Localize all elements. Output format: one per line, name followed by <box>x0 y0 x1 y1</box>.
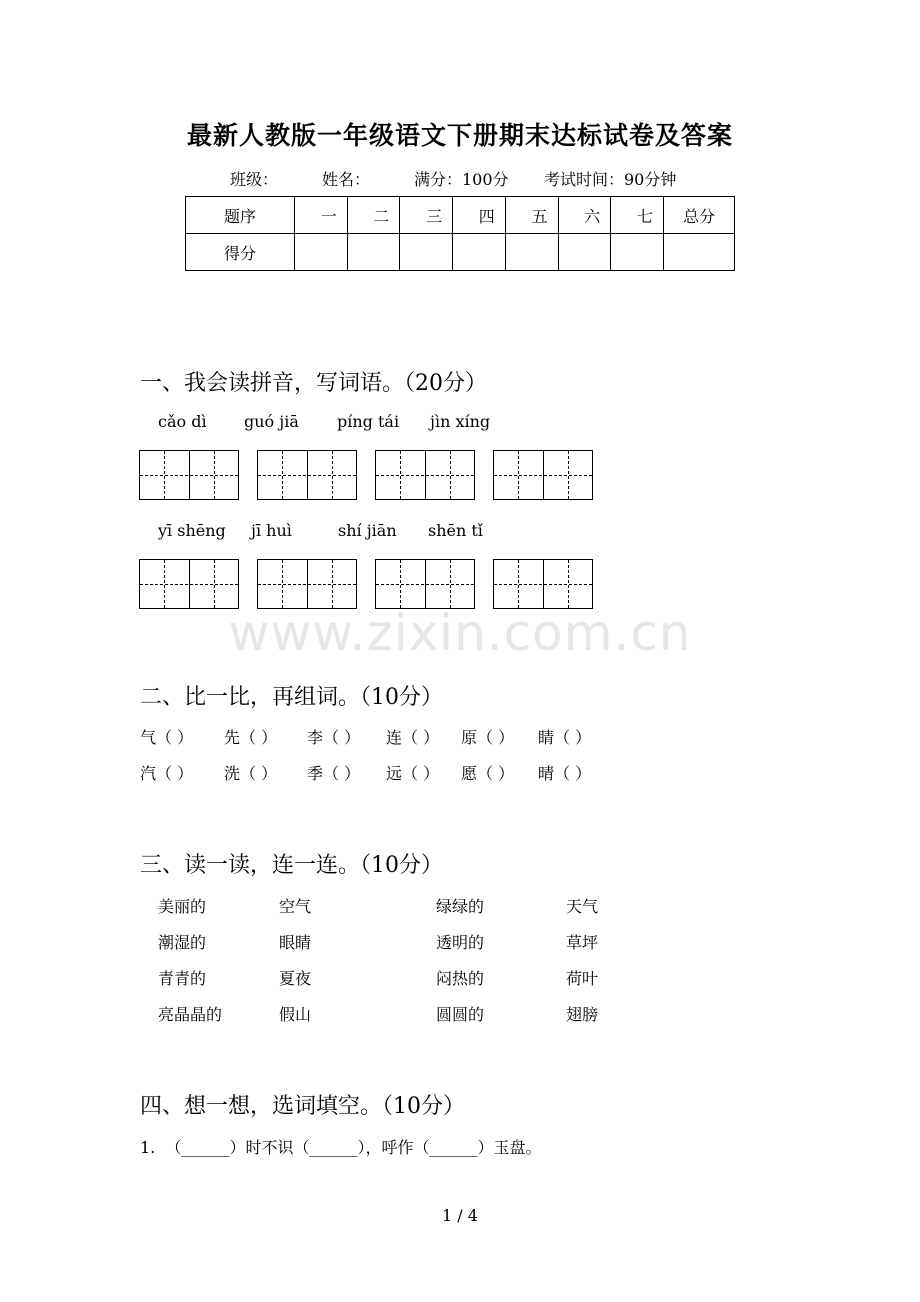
compare-item: 李（ ） <box>307 728 361 747</box>
section1-heading: 一、我会读拼音，写词语。（20分） <box>140 371 487 396</box>
compare-item: 连（ ） <box>386 728 440 747</box>
pinyin-label: guó jiā <box>244 412 299 431</box>
match-adjective[interactable]: 亮晶晶的 <box>158 1005 223 1024</box>
compare-item: 先（ ） <box>224 728 278 747</box>
compare-item: 睛（ ） <box>538 728 592 747</box>
section4-heading: 四、想一想，选词填空。（10分） <box>140 1094 465 1119</box>
score-cell[interactable] <box>558 234 611 271</box>
writing-grid-box[interactable] <box>375 450 475 500</box>
match-adjective[interactable]: 潮湿的 <box>158 933 207 952</box>
match-adjective[interactable]: 闷热的 <box>436 969 485 988</box>
score-cell[interactable] <box>505 234 558 271</box>
section2-heading: 二、比一比，再组词。（10分） <box>140 685 443 710</box>
writing-grid-box[interactable] <box>139 450 239 500</box>
fill-blank-question[interactable]: 1. （______）时不识（______），呼作（______）玉盘。 <box>140 1138 542 1157</box>
compare-item: 季（ ） <box>307 764 361 783</box>
compare-row <box>0 725 920 749</box>
score-cell[interactable] <box>295 234 348 271</box>
pinyin-label: shí jiān <box>338 521 397 540</box>
match-adjective[interactable]: 美丽的 <box>158 897 207 916</box>
watermark: www.zixin.com.cn <box>228 604 692 662</box>
writing-grid-box[interactable] <box>493 559 593 609</box>
writing-grid-box[interactable] <box>257 559 357 609</box>
writing-grid-box[interactable] <box>257 450 357 500</box>
score-cell[interactable] <box>400 234 453 271</box>
score-cell[interactable] <box>453 234 506 271</box>
match-noun[interactable]: 假山 <box>279 1005 312 1024</box>
score-col-total: 总分 <box>664 197 735 234</box>
compare-item: 气（ ） <box>140 728 194 747</box>
match-noun[interactable]: 夏夜 <box>279 969 312 988</box>
name-label: 姓名： <box>322 170 371 189</box>
score-col-2: 二 <box>347 197 400 234</box>
match-noun[interactable]: 翅膀 <box>566 1005 599 1024</box>
writing-grid-box[interactable] <box>375 559 475 609</box>
page-number: 1 / 4 <box>442 1206 478 1225</box>
compare-row <box>0 761 920 785</box>
compare-item: 洗（ ） <box>224 764 278 783</box>
score-col-5: 五 <box>505 197 558 234</box>
pinyin-label: yī shēng <box>158 521 226 540</box>
score-table-header-label: 题序 <box>186 197 295 234</box>
pinyin-label: jìn xíng <box>430 412 491 431</box>
exam-time-label: 考试时间：90分钟 <box>544 170 677 189</box>
pinyin-label: shēn tǐ <box>428 521 483 540</box>
score-col-1: 一 <box>295 197 348 234</box>
score-table-score-row <box>186 234 735 271</box>
score-cell[interactable] <box>347 234 400 271</box>
match-noun[interactable]: 天气 <box>566 897 599 916</box>
compare-item: 远（ ） <box>386 764 440 783</box>
section3-heading: 三、读一读，连一连。（10分） <box>140 853 443 878</box>
class-label: 班级： <box>230 170 279 189</box>
page-title: 最新人教版一年级语文下册期末达标试卷及答案 <box>186 121 733 150</box>
score-cell[interactable] <box>611 234 664 271</box>
compare-item: 汽（ ） <box>140 764 194 783</box>
compare-item: 原（ ） <box>461 728 515 747</box>
match-adjective[interactable]: 青青的 <box>158 969 207 988</box>
score-table <box>185 196 735 271</box>
match-noun[interactable]: 荷叶 <box>566 969 599 988</box>
pinyin-label: píng tái <box>337 412 400 431</box>
full-score-label: 满分：100分 <box>414 170 509 189</box>
match-noun[interactable]: 眼睛 <box>279 933 312 952</box>
pinyin-label: cǎo dì <box>158 412 207 431</box>
pinyin-label: jī huì <box>251 521 292 540</box>
compare-item: 晴（ ） <box>538 764 592 783</box>
score-table-row-label: 得分 <box>186 234 295 271</box>
match-adjective[interactable]: 绿绿的 <box>436 897 485 916</box>
match-noun[interactable]: 草坪 <box>566 933 599 952</box>
match-noun[interactable]: 空气 <box>279 897 312 916</box>
writing-grid-box[interactable] <box>493 450 593 500</box>
score-table-header-row <box>186 197 735 234</box>
score-col-6: 六 <box>558 197 611 234</box>
score-col-7: 七 <box>611 197 664 234</box>
match-adjective[interactable]: 透明的 <box>436 933 485 952</box>
compare-item: 愿（ ） <box>461 764 515 783</box>
score-col-3: 三 <box>400 197 453 234</box>
match-adjective[interactable]: 圆圆的 <box>436 1005 485 1024</box>
score-col-4: 四 <box>453 197 506 234</box>
score-cell[interactable] <box>664 234 735 271</box>
writing-grid-box[interactable] <box>139 559 239 609</box>
